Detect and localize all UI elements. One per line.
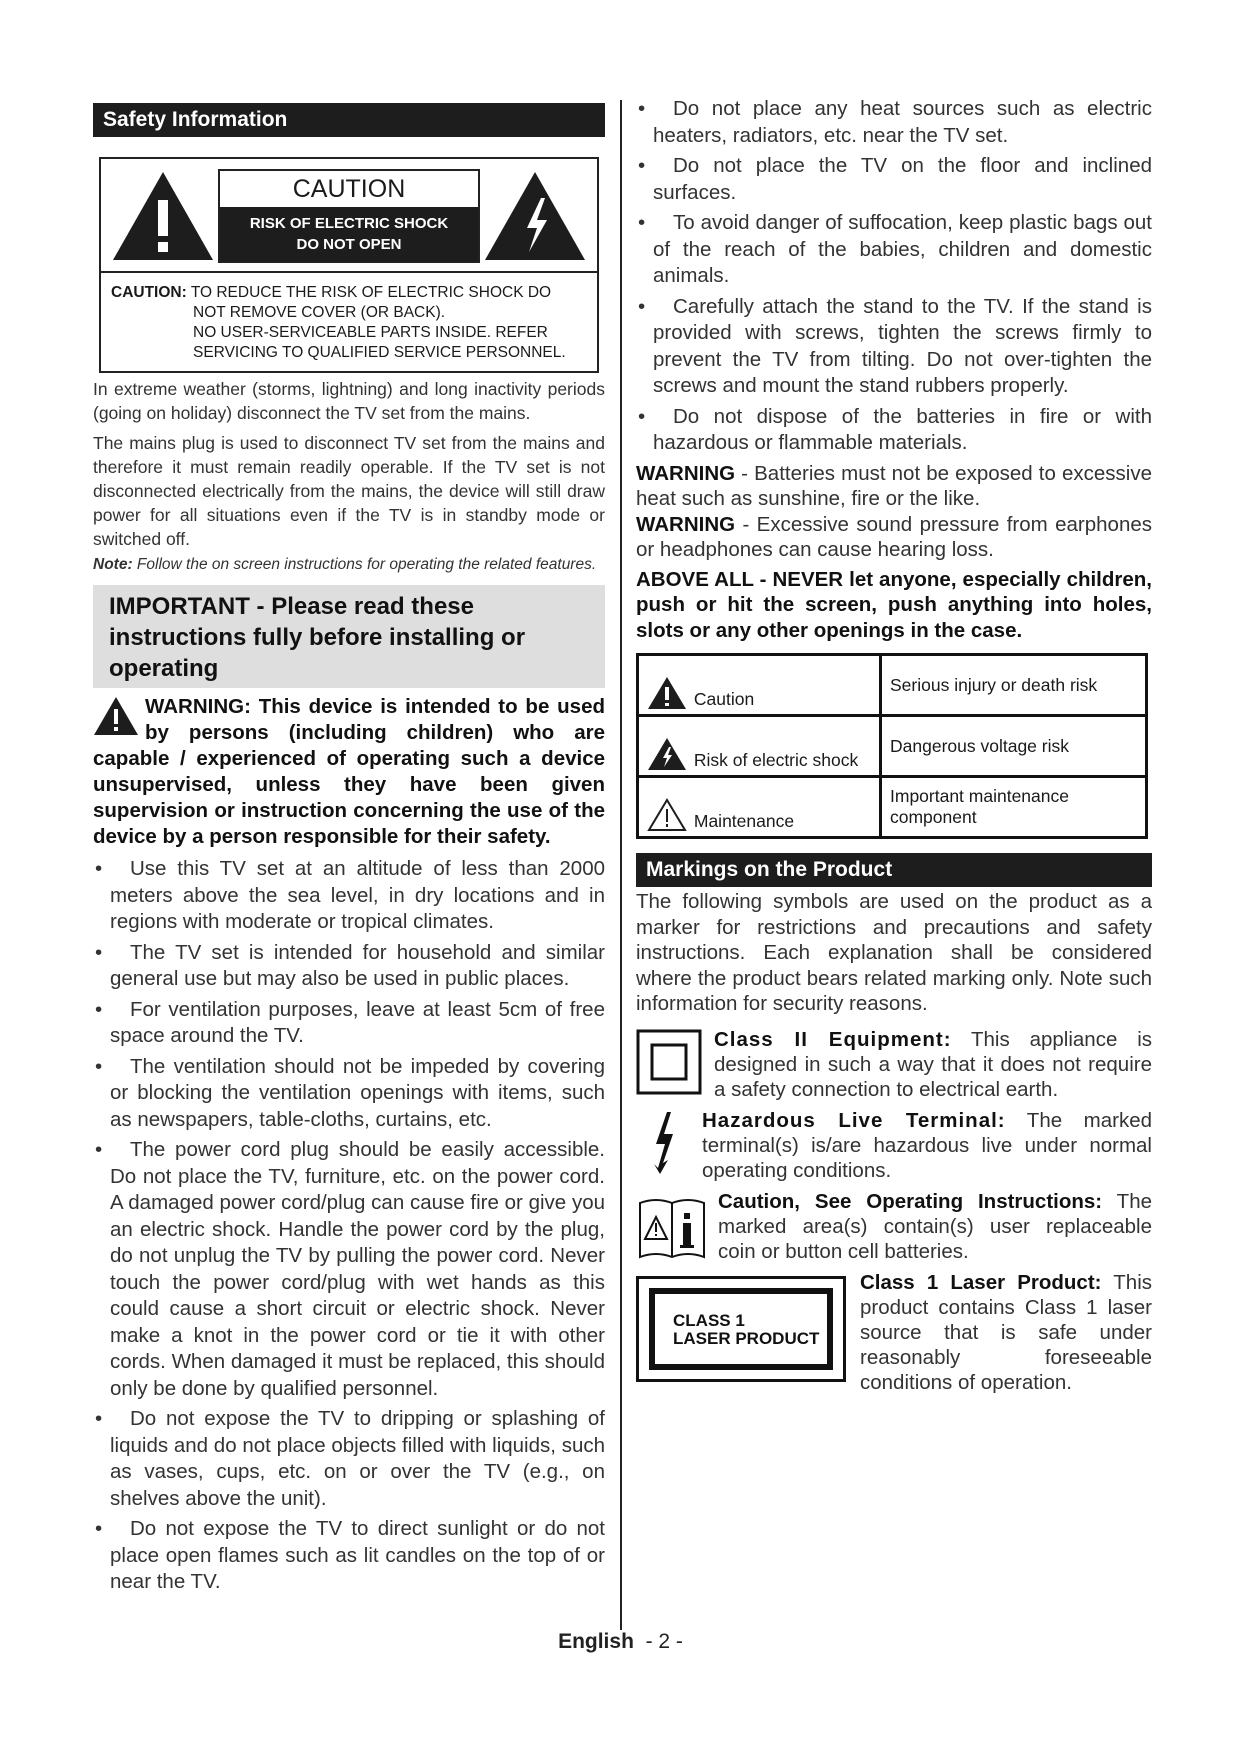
class2-icon: [636, 1029, 702, 1095]
sound-warning-label: WARNING: [636, 512, 736, 536]
caution-sub1: RISK OF ELECTRIC SHOCK: [249, 215, 449, 232]
caution-line-3: NO USER-SERVICEABLE PARTS INSIDE. REFER: [193, 324, 548, 341]
caution-line-2: NOT REMOVE COVER (OR BACK).: [193, 304, 446, 321]
laser-box-line1: CLASS 1: [673, 1310, 745, 1330]
note-label: Note:: [93, 556, 133, 573]
list-item: • Use this TV set at an altitude of less than 2000 meters above the sea level, in dry locations and in regions with moderate or tropical climates.: [93, 856, 605, 936]
warning-triangle-icon: [111, 170, 215, 262]
page-footer: [0, 1630, 1241, 1654]
battery-warning: WARNING - Batteries must not be exposed to excessive heat such as sunshine, fire or the like.: [636, 461, 1152, 510]
list-item: • Do not place the TV on the floor and inclined surfaces.: [636, 153, 1152, 206]
list-item: • Do not expose the TV to direct sunlight or do not place open flames such as lit candles on the top of or near the TV.: [93, 1516, 605, 1596]
weather-paragraph: In extreme weather (storms, lightning) and long inactivity periods (going on holiday) disconnect the TV set from the mains.: [93, 379, 605, 423]
list-item: • To avoid danger of suffocation, keep plastic bags out of the reach of the babies, children and domestic animals.: [636, 210, 1152, 290]
list-item: • Do not place any heat sources such as electric heaters, radiators, etc. near the TV set.: [636, 96, 1152, 149]
device-warning-text: WARNING: This device is intended to be used by persons (including children) who are capable / experienced of operating such a device unsupervised, unless they have been given supervision or instruction concerning the use of the device by a person responsible for their safety.: [93, 695, 605, 848]
list-item: • The TV set is intended for household and similar general use but may also be used in public places.: [93, 940, 605, 993]
page-number: - 2 -: [645, 1630, 683, 1653]
caution-text-label: CAUTION:: [111, 284, 187, 301]
column-divider: [620, 100, 622, 1630]
laser-row: [636, 1270, 1152, 1395]
markings-heading: Markings on the Product: [636, 853, 1152, 887]
maintenance-icon: [647, 798, 687, 832]
caution-instructions-text: Caution, See Operating Instructions: The marked area(s) contain(s) user replaceable coin or button cell batteries.: [718, 1189, 1152, 1263]
footer-language: English: [558, 1630, 634, 1653]
laser-text: Class 1 Laser Product: This product contains Class 1 laser source that is safe under reasonably foreseeable conditions of operation.: [860, 1270, 1152, 1394]
caution-line-4: SERVICING TO QUALIFIED SERVICE PERSONNEL.: [193, 344, 566, 361]
list-item: • Do not expose the TV to dripping or splashing of liquids and do not place objects filled with liquids, such as vases, cups, etc. on or over the TV (e.g., on shelves above the unit).: [93, 1406, 605, 1512]
caution-instructions-row: [636, 1189, 1152, 1264]
table-row: Risk of electric shock Dangerous voltage risk: [638, 716, 1147, 777]
safety-heading: Safety Information: [93, 103, 605, 137]
caution-sub2: DO NOT OPEN: [296, 236, 402, 253]
list-item: • The power cord plug should be easily accessible. Do not place the TV, furniture, etc. on the power cord. A damaged power cord/plug can cause fire or give you an electric shock. Handle the power cord by the plug, do not unplug the TV by pulling the power cord. Never touch the power cord/plug with wet hands as this could cause a short circuit or electric shock. Never make a knot in the power cord or tie it with other cords. When damaged it must be replaced, this should only be done by qualified personnel.: [93, 1137, 605, 1402]
caution-line-1: TO REDUCE THE RISK OF ELECTRIC SHOCK DO: [190, 284, 552, 301]
note: [93, 555, 605, 575]
caution-text: [101, 273, 597, 371]
list-item: • For ventilation purposes, leave at least 5cm of free space around the TV.: [93, 997, 605, 1050]
caution-label: [218, 169, 480, 263]
class2-text: Class II Equipment: This appliance is designed in such a way that it does not require a safety connection to electrical earth.: [714, 1027, 1152, 1101]
electric-shock-icon: [647, 737, 687, 771]
hazard-text: Hazardous Live Terminal: The marked terminal(s) is/are hazardous live under normal operating conditions.: [702, 1108, 1153, 1182]
hazard-lightning-icon: [640, 1108, 690, 1178]
note-text: Follow the on screen instructions for operating the related features.: [136, 556, 597, 573]
left-bullet-list: [93, 856, 605, 1596]
sound-warning: WARNING - Excessive sound pressure from earphones or headphones can cause hearing loss.: [636, 512, 1152, 561]
right-bullet-list: [636, 96, 1152, 457]
battery-warning-label: WARNING: [636, 461, 736, 485]
right-column: [636, 96, 1152, 1395]
electric-shock-icon: [483, 170, 587, 262]
caution-title: CAUTION: [292, 175, 406, 203]
caution-box: [99, 157, 599, 373]
device-warning: [93, 694, 605, 850]
above-all-warning: ABOVE ALL - NEVER let anyone, especially children, push or hit the screen, push anything into holes, slots or any other openings in the case.: [636, 567, 1152, 642]
important-heading: IMPORTANT - Please read these instructions fully before installing or operating: [93, 585, 605, 688]
table-row: Maintenance Important maintenance component: [638, 777, 1147, 838]
class2-row: [636, 1027, 1152, 1102]
markings-intro: The following symbols are used on the product as a marker for restrictions and precautions and safety instructions. Each explanation shall be considered where the product bears related marking only. Note such information for security reasons.: [636, 890, 1152, 1015]
laser-product-label: [636, 1276, 846, 1382]
list-item: • Do not dispose of the batteries in fire or with hazardous or flammable materials.: [636, 404, 1152, 457]
list-item: • Carefully attach the stand to the TV. If the stand is provided with screws, tighten the screws firmly to prevent the TV from tilting. Do not over-tighten the screws and mount the stand rubbers properly.: [636, 294, 1152, 400]
table-row: Caution Serious injury or death risk: [638, 655, 1147, 716]
hazard-row: [636, 1108, 1152, 1183]
left-column: [93, 103, 605, 1600]
laser-box-line2: LASER PRODUCT: [673, 1328, 820, 1348]
caution-icon: [647, 676, 687, 710]
list-item: • The ventilation should not be impeded by covering or blocking the ventilation openings with items, such as newspapers, table-cloths, curtains, etc.: [93, 1054, 605, 1134]
operating-instructions-icon: [636, 1191, 708, 1261]
markings-table: [636, 653, 1148, 839]
mains-paragraph: The mains plug is used to disconnect TV set from the mains and therefore it must remain readily operable. If the TV set is not disconnected electrically from the mains, the device will still draw power for all situations even if the TV is in standby mode or switched off.: [93, 433, 605, 549]
warning-icon: [93, 696, 139, 736]
